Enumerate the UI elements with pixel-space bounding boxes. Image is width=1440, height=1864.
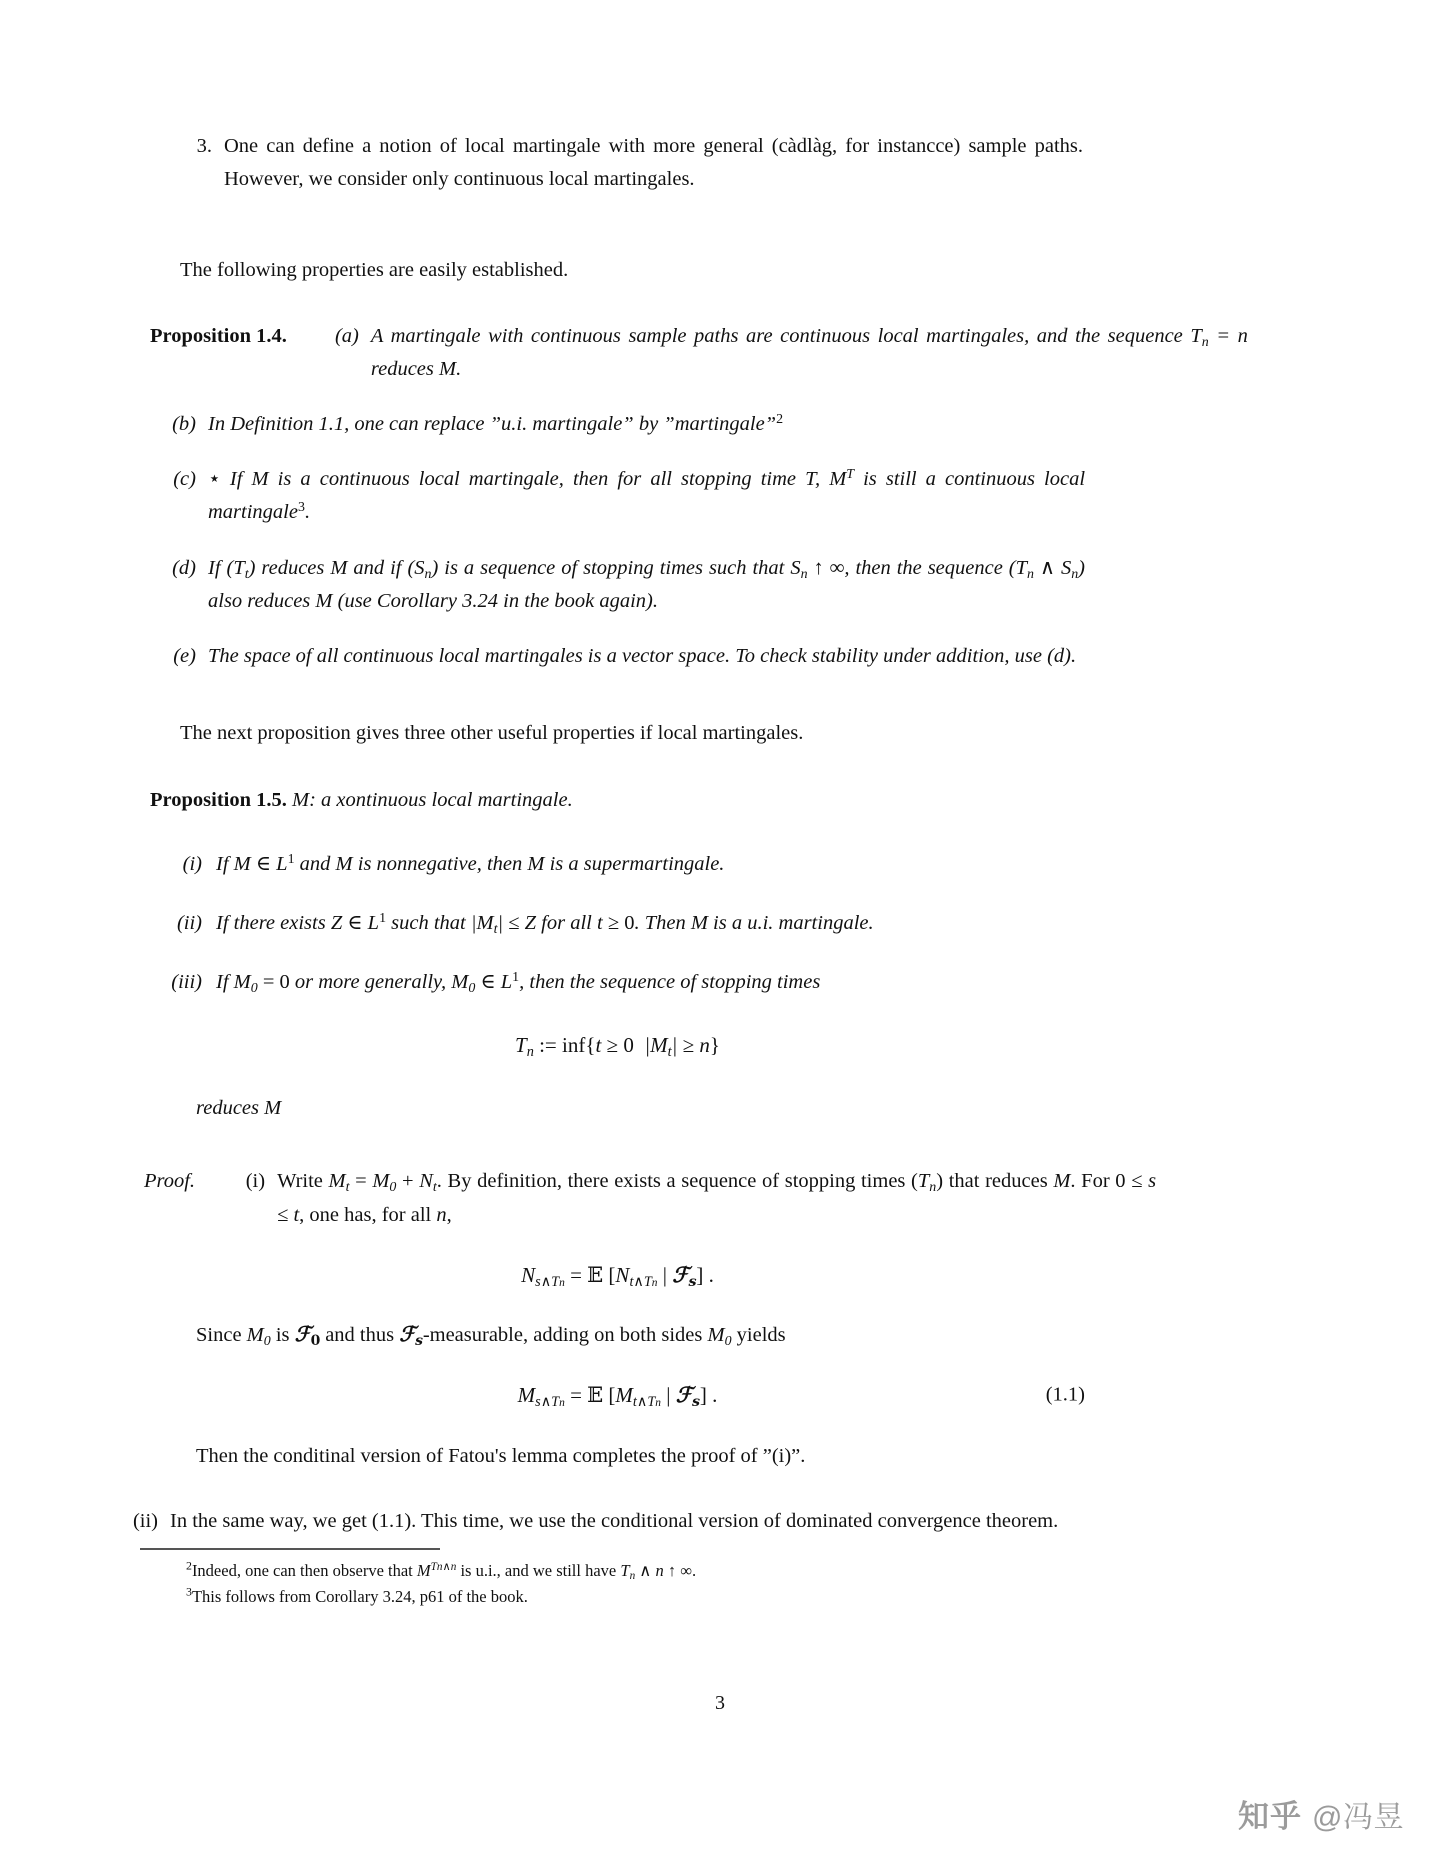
footnote-2-math-end: $T_n$ ∧ n ↑ ∞: [620, 1560, 693, 1582]
proposition-1-4-item-c-text: [208, 463, 1085, 529]
zhihu-logo: 知乎: [1238, 1799, 1303, 1834]
proposition-1-5-math-m: M: [292, 789, 310, 812]
proof-item-ii-text: In the same way, we get (1.1). This time, we use the conditional version of dominated convergence theorem.: [170, 1510, 1059, 1533]
item-c-text-pre: If: [229, 468, 252, 491]
proposition-1-4-items: [150, 408, 1085, 673]
item-c-text-c: is still a continuous local martingale: [208, 468, 1086, 524]
item-c-text-a: is a continuous local martingale, then for all stopping time: [268, 468, 806, 491]
item-c-text-b: ,: [814, 468, 830, 491]
paragraph-fatou: [196, 1440, 1085, 1473]
item-c-math-t: T: [805, 468, 815, 491]
footnote-2-text-pre: Indeed, one can then observe that: [191, 1560, 417, 1580]
proof-item-i-label: (i): [245, 1170, 266, 1193]
proposition-1-4-item-a-text: [371, 320, 1248, 386]
item-a-text-pre: A martingale with continuous sample paths are continuous local martingales, and the sequence: [370, 324, 1191, 347]
next-proposition-paragraph: [150, 717, 1085, 750]
equation-tn-body: $T_n$: [515, 1033, 534, 1061]
footnote-3-text: This follows from Corollary 3.24, p61 of the book.: [191, 1587, 528, 1607]
next-proposition-text: The next proposition gives three other useful properties if local martingales.: [180, 722, 804, 745]
proposition-1-5-item-ii-text: If there exists Z ∈ $L^1$ such that $|M_t| \le Z$ for all t ≥ 0. Then M is a u.i. martingale.: [216, 910, 874, 937]
proposition-1-4-item-d: [150, 552, 1085, 618]
intro-paragraph-text: The following properties are easily established.: [180, 259, 569, 282]
item-c-math-m: M: [251, 468, 269, 491]
footnote-2-text-mid: is u.i., and we still have: [456, 1560, 621, 1580]
proof-block: [144, 1165, 1157, 1231]
proposition-1-5-item-iii: [150, 966, 1085, 999]
proposition-1-4-item-b-label: (b): [172, 413, 196, 436]
proposition-1-5-items: [150, 848, 1085, 1000]
proof-item-i-text: Write $M_t = M_0 + N_t$. By definition, there exists a sequence of stopping times $(T_n)$ that reduces M. For 0 ≤ s ≤ t, one has, for all n,: [277, 1170, 1157, 1226]
proposition-1-5-heading: Proposition 1.5.: [150, 789, 287, 812]
display-equation-1-1: $M_{s\wedge Tn}$ = 𝔼 [$M_{t\wedge Tn}$ | ℱ$_s$] . (1.1): [517, 1382, 1085, 1411]
paragraph-since-m0: Since $M_0$ is ℱ$_0$ and thus ℱ$_s$-measurable, adding on both sides $M_0$ yields: [196, 1321, 786, 1349]
footnote-ref-2[interactable]: 2: [776, 411, 784, 427]
proof-item-ii-label: (ii): [132, 1510, 158, 1533]
proposition-1-4-item-b-text: [208, 408, 1085, 441]
intro-paragraph: [150, 254, 1085, 287]
zhihu-watermark: [1238, 1791, 1404, 1836]
footnote-2-math: $M^{Tn\wedge n}$: [416, 1560, 457, 1580]
proposition-1-4-item-a-label: (a): [334, 324, 359, 347]
proposition-1-5-item-ii: [150, 907, 1085, 940]
item-a-math-m: M: [439, 357, 457, 380]
proposition-1-4-item-a: [313, 320, 1248, 386]
proposition-1-4-item-d-label: (d): [172, 556, 196, 579]
proposition-1-5-item-i-label: (i): [182, 852, 202, 875]
reduces-m-line: reduces M: [196, 1097, 282, 1120]
proposition-1-4-item-c-label: (c): [173, 468, 196, 491]
equation-number-1-1: (1.1): [1045, 1383, 1085, 1406]
display-equation-tn: $T_n$ := inf{t ≥ 0 $|M_t| \ge n$}: [515, 1033, 720, 1061]
item-a-text-post: .: [456, 357, 462, 380]
footnote-3: [186, 1584, 1085, 1610]
proposition-1-4-item-e-label: (e): [173, 645, 196, 668]
footnote-2-text-end: .: [692, 1560, 697, 1580]
proposition-1-5-item-i-text: If M ∈ $L^1$ and M is nonnegative, then M is a supermartingale.: [216, 851, 725, 875]
zhihu-username: @冯昱: [1312, 1800, 1404, 1834]
proposition-1-5-block: [150, 784, 1085, 817]
proposition-1-4-item-c: [150, 463, 1085, 529]
page-body-column: [132, 130, 1248, 1611]
proposition-1-4-item-d-text: If $(T_t)$ reduces M and if $(S_n)$ is a sequence of stopping times such that $S_n$ ↑ ∞, then the sequence ($T_n$ ∧ $S_n$) also reduces M (use Corollary 3.24 in the book again).: [208, 556, 1085, 612]
paragraph-fatou-text: Then the conditinal version of Fatou's lemma completes the proof of ”(i)”.: [196, 1445, 806, 1468]
proof-item-i: [221, 1165, 1156, 1231]
proposition-1-4-heading: Proposition 1.4.: [150, 324, 287, 347]
proof-item-ii: [110, 1505, 1115, 1538]
display-equation-1: $N_{s\wedge Tn}$ = 𝔼 [$N_{t\wedge Tn}$ | ℱ$_s$] .: [521, 1261, 714, 1290]
numbered-item-3: [178, 130, 1083, 196]
footnote-2-mark: 2: [186, 1558, 192, 1573]
item-a-text-mid: reduces: [370, 357, 439, 380]
item-c-text-end: .: [304, 501, 311, 524]
proposition-1-4-item-e: [150, 640, 1085, 673]
numbered-item-3-body: One can define a notion of local martingale with more general (càdlàg, for instancce) sample paths. However, we consider only continuous local martingales.: [224, 135, 1083, 191]
page-number: 3: [715, 1692, 725, 1714]
footnote-2: [186, 1558, 1085, 1584]
proposition-1-4-item-e-text: The space of all continuous local martingales is a vector space. To check stability under addition, use (d).: [208, 645, 1077, 668]
footnote-ref-3[interactable]: 3: [297, 500, 305, 516]
proposition-1-4-item-b: [150, 408, 1085, 441]
numbered-item-3-text: [224, 130, 1083, 196]
footnote-separator-rule: [140, 1548, 440, 1549]
star-icon: ⋆: [208, 468, 221, 491]
proposition-1-4-block: [150, 320, 1248, 386]
item-b-text: In Definition 1.1, one can replace ”u.i. martingale” by ”martingale”: [208, 413, 777, 436]
footnotes: [186, 1558, 1085, 1610]
proposition-1-5-item-i: [150, 848, 1085, 881]
proposition-1-5-statement: : a xontinuous local martingale.: [309, 789, 573, 812]
footnote-3-mark: 3: [186, 1584, 192, 1599]
proposition-1-5-item-iii-label: (iii): [171, 971, 202, 994]
proof-heading: Proof.: [144, 1170, 196, 1193]
item-c-math-mt: $M^T$: [829, 466, 855, 491]
item-a-math-tn: $T_n = n$: [1190, 324, 1248, 350]
numbered-item-3-label: 3.: [196, 135, 212, 157]
proposition-1-5-item-iii-text: If $M_0 = 0$ or more generally, $M_0$ ∈ $L^1$, then the sequence of stopping times: [216, 969, 821, 996]
proposition-1-5-item-ii-label: (ii): [176, 911, 202, 934]
